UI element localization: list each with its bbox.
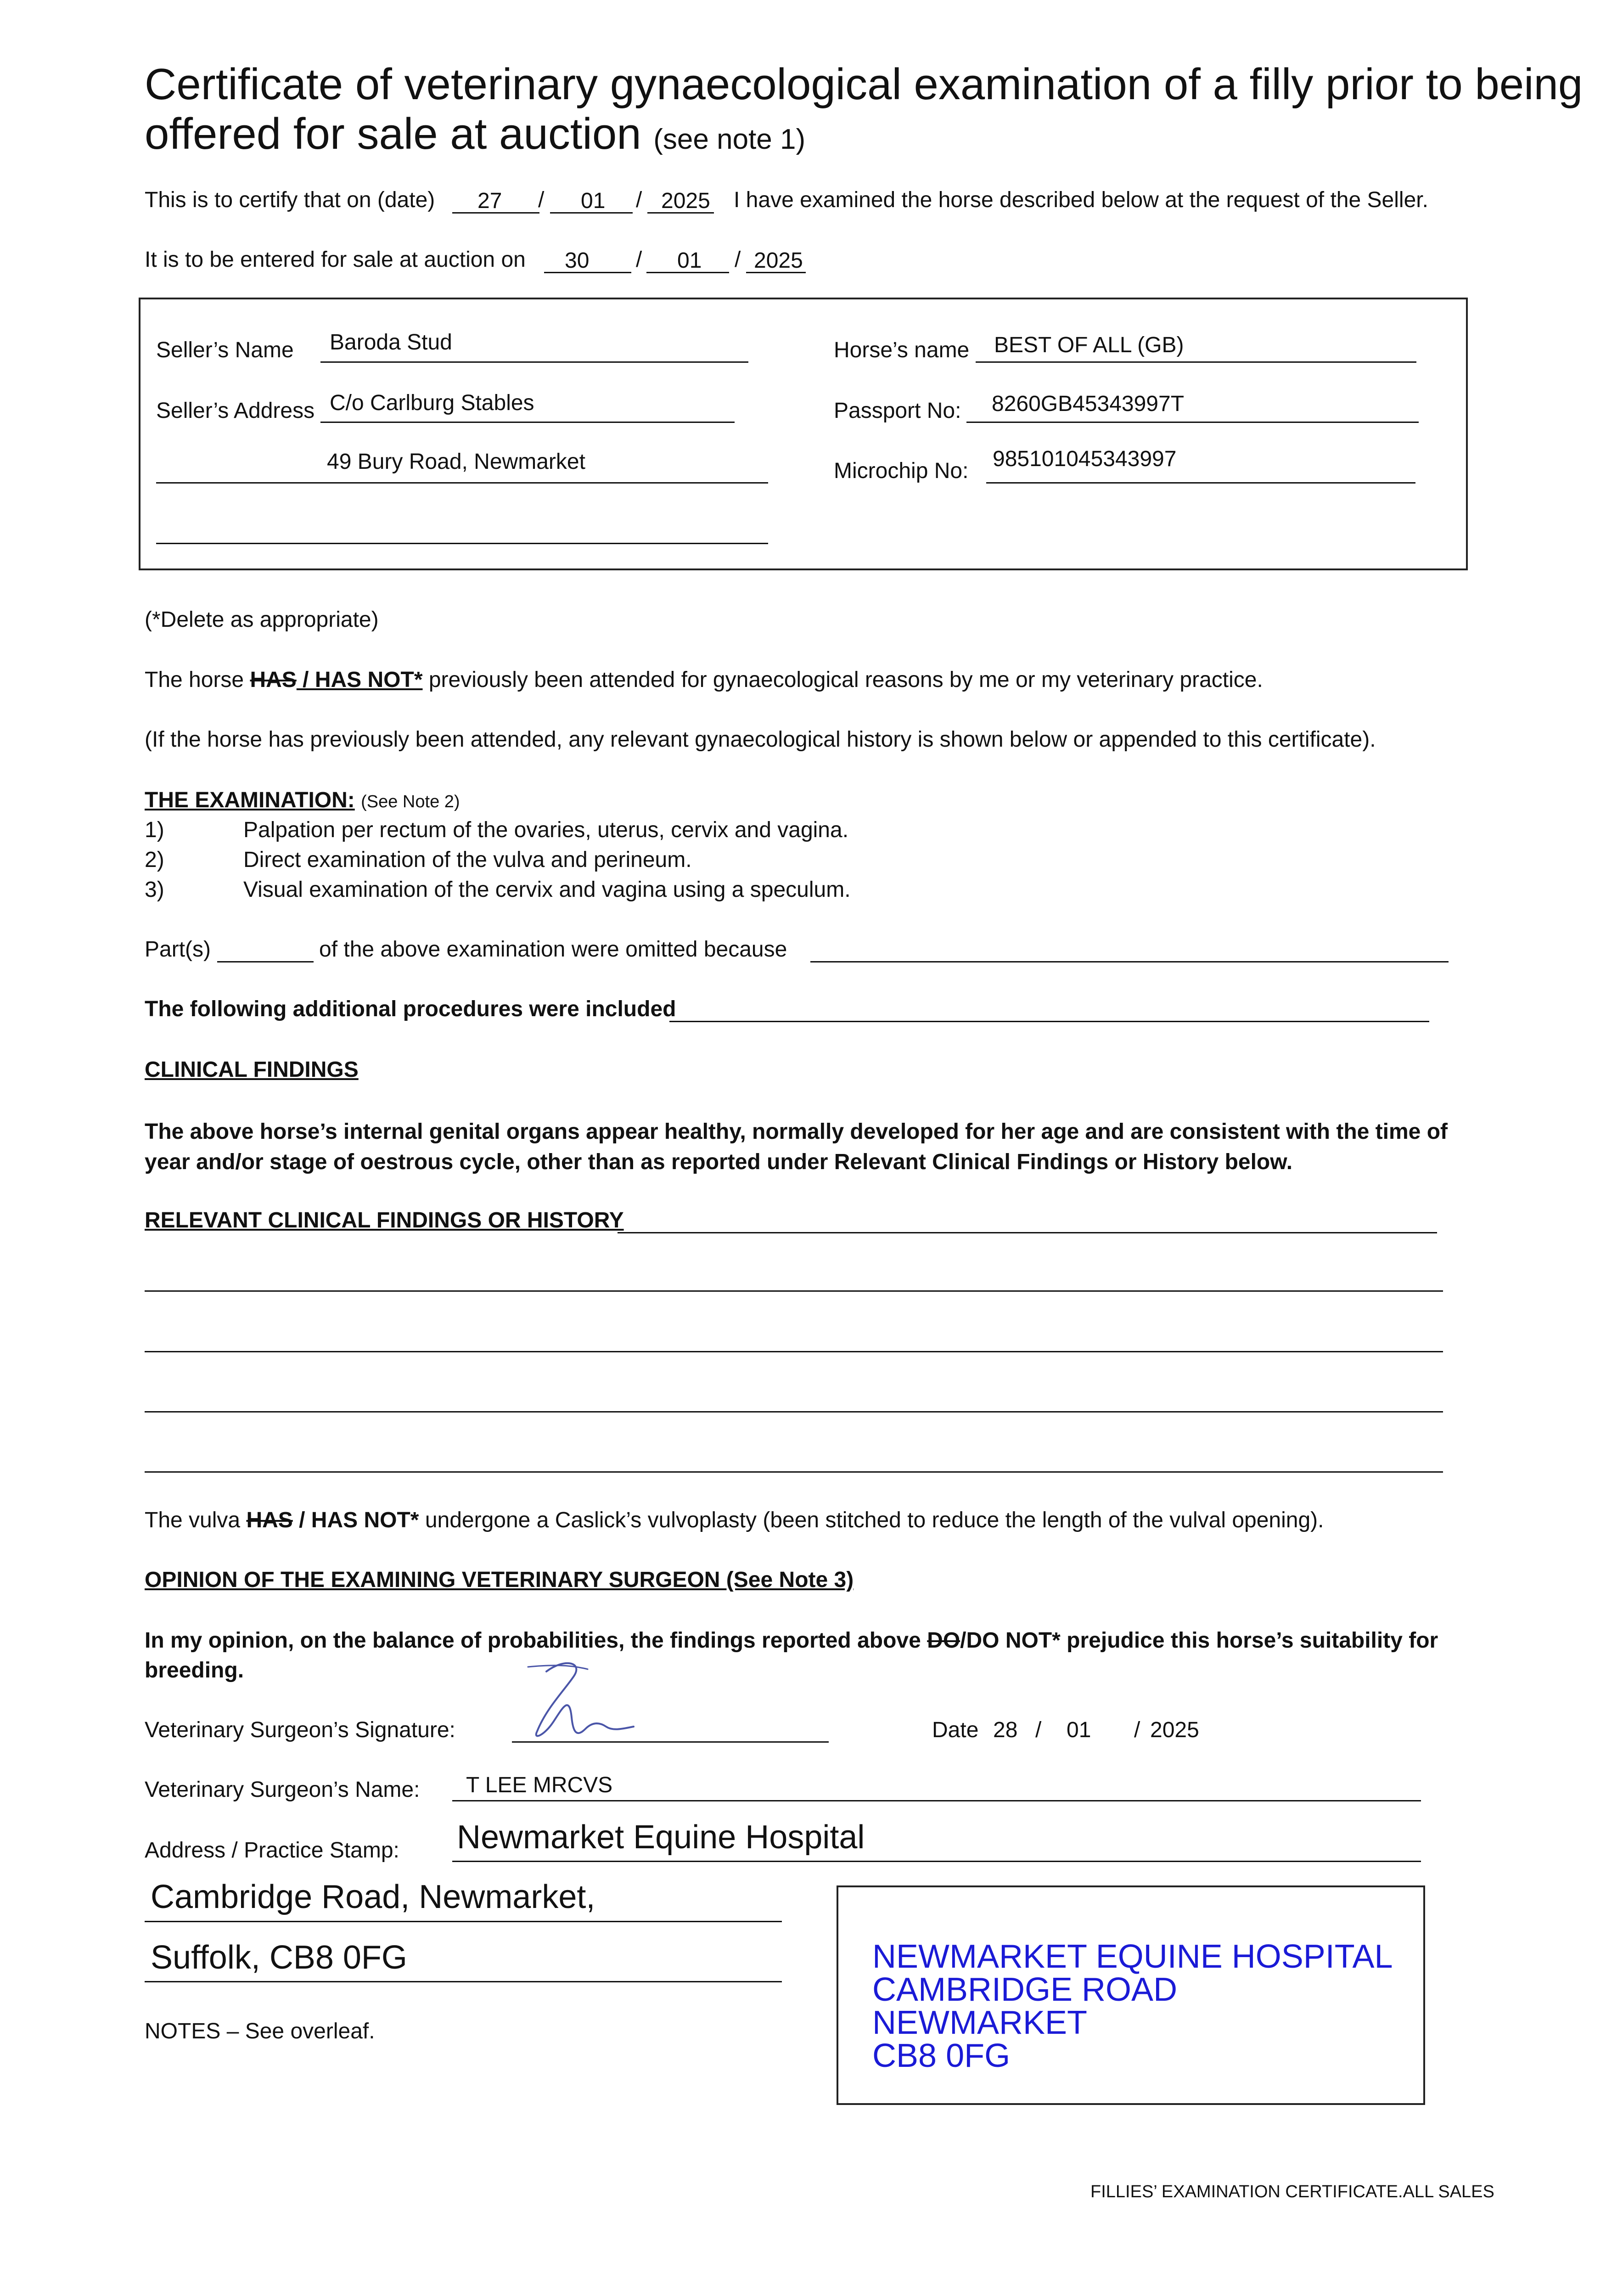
page-title xyxy=(145,60,1623,164)
vulva-statement xyxy=(145,1508,1324,1533)
microchip-label: Microchip No: xyxy=(834,459,969,483)
signature-date-label: Date xyxy=(932,1718,979,1742)
attended-suffix: previously been attended for gynaecological reasons by me or my veterinary practice. xyxy=(428,668,1263,692)
sale-year: 2025 xyxy=(754,248,803,273)
sale-prefix: It is to be entered for sale at auction on xyxy=(145,248,526,272)
exam-day: 27 xyxy=(477,189,502,213)
attended-has-deleted: HAS xyxy=(250,668,297,692)
opinion-do-deleted: DO xyxy=(927,1628,960,1653)
notes-overleaf: NOTES – See overleaf. xyxy=(145,2019,375,2043)
additional-procedures: The following additional procedures were included xyxy=(145,997,676,1021)
title-main: Certificate of veterinary gynaecological examination of a filly prior to being offered for sale at auction xyxy=(145,60,1583,158)
signature-scribble xyxy=(519,1653,638,1745)
stamp-line2: CAMBRIDGE ROAD xyxy=(872,1971,1178,2008)
signature-sep1: / xyxy=(1035,1718,1042,1742)
omitted-prefix: Part(s) xyxy=(145,937,211,962)
exam-month: 01 xyxy=(581,189,606,213)
surgeon-address-line3: Suffolk, CB8 0FG xyxy=(151,1939,407,1976)
examination-heading-row xyxy=(145,788,460,813)
surgeon-name: T LEE MRCVS xyxy=(466,1773,613,1797)
sale-sep2: / xyxy=(735,248,741,272)
attended-prefix: The horse xyxy=(145,668,244,692)
seller-address-line1: C/o Carlburg Stables xyxy=(330,391,534,415)
signature-day: 28 xyxy=(993,1718,1018,1742)
examination-heading: THE EXAMINATION: xyxy=(145,788,355,812)
signature-year: 2025 xyxy=(1150,1718,1199,1742)
vulva-has-deleted: HAS xyxy=(246,1508,293,1532)
surgeon-address-line1: Newmarket Equine Hospital xyxy=(457,1819,865,1856)
history-note: (If the horse has previously been attended, any relevant gynaecological history is shown below or appended to this certificate). xyxy=(145,727,1376,752)
relevant-heading: RELEVANT CLINICAL FINDINGS OR HISTORY xyxy=(145,1208,624,1232)
signature-label: Veterinary Surgeon’s Signature: xyxy=(145,1718,455,1742)
vulva-prefix: The vulva xyxy=(145,1508,241,1532)
microchip-number: 985101045343997 xyxy=(993,447,1177,471)
signature-sep2: / xyxy=(1134,1718,1140,1742)
exam-item-text-1: Palpation per rectum of the ovaries, uterus, cervix and vagina. xyxy=(243,818,849,842)
horse-name-label: Horse’s name xyxy=(834,338,970,362)
omitted-mid: of the above examination were omitted because xyxy=(319,937,787,962)
footer-label: FILLIES’ EXAMINATION CERTIFICATE.ALL SALES xyxy=(1090,2182,1494,2201)
examination-heading-note: (See Note 2) xyxy=(361,792,460,811)
delete-note: (*Delete as appropriate) xyxy=(145,608,379,632)
passport-number: 8260GB45343997T xyxy=(992,392,1185,416)
stamp-line4: CB8 0FG xyxy=(872,2037,1011,2074)
opinion-prefix: In my opinion, on the balance of probabilities, the findings reported above xyxy=(145,1628,921,1653)
exam-year: 2025 xyxy=(661,189,710,213)
signature-month: 01 xyxy=(1067,1718,1091,1742)
surgeon-address-line2: Cambridge Road, Newmarket, xyxy=(151,1879,595,1915)
seller-name: Baroda Stud xyxy=(330,330,452,355)
certify-suffix: I have examined the horse described below at the request of the Seller. xyxy=(734,188,1428,212)
exam-item-num-2: 2) xyxy=(145,848,164,872)
opinion-heading: OPINION OF THE EXAMINING VETERINARY SURGEON (See Note 3) xyxy=(145,1568,854,1592)
sale-day: 30 xyxy=(565,248,590,273)
stamp-line3: NEWMARKET xyxy=(872,2004,1087,2041)
seller-address-label: Seller’s Address xyxy=(156,399,315,423)
certify-prefix: This is to certify that on (date) xyxy=(145,188,435,212)
certify-sep2: / xyxy=(636,188,642,212)
title-note: (see note 1) xyxy=(653,124,806,155)
opinion-suffix: /DO NOT* prejudice this horse’s suitability for xyxy=(960,1628,1438,1653)
sale-sep1: / xyxy=(636,248,642,272)
seller-name-label: Seller’s Name xyxy=(156,338,294,362)
stamp-line1: NEWMARKET EQUINE HOSPITAL xyxy=(872,1938,1393,1975)
surgeon-address-label: Address / Practice Stamp: xyxy=(145,1838,399,1863)
sale-month: 01 xyxy=(677,248,702,273)
attended-statement xyxy=(145,667,1263,692)
exam-item-num-3: 3) xyxy=(145,878,164,902)
exam-item-num-1: 1) xyxy=(145,818,164,842)
clinical-statement: The above horse’s internal genital organs appear healthy, normally developed for her age and are consistent with the time of year and/or stage of oestrous cycle, other than as reported under Relevant Clinical Findings or History below. xyxy=(145,1120,1448,1174)
vulva-suffix: undergone a Caslick’s vulvoplasty (been stitched to reduce the length of the vulval opening). xyxy=(425,1508,1324,1532)
exam-item-text-2: Direct examination of the vulva and perineum. xyxy=(243,848,692,872)
seller-address-line2: 49 Bury Road, Newmarket xyxy=(327,450,585,474)
exam-item-text-3: Visual examination of the cervix and vagina using a speculum. xyxy=(243,878,851,902)
clinical-heading: CLINICAL FINDINGS xyxy=(145,1058,359,1082)
surgeon-name-label: Veterinary Surgeon’s Name: xyxy=(145,1778,420,1802)
vulva-has-not: / HAS NOT* xyxy=(292,1508,419,1532)
opinion-line2: breeding. xyxy=(145,1658,244,1683)
certify-sep1: / xyxy=(538,188,545,212)
attended-has-not: / HAS NOT* xyxy=(296,668,423,692)
passport-label: Passport No: xyxy=(834,399,961,423)
horse-name: BEST OF ALL (GB) xyxy=(994,333,1184,357)
opinion-line1 xyxy=(145,1628,1438,1653)
